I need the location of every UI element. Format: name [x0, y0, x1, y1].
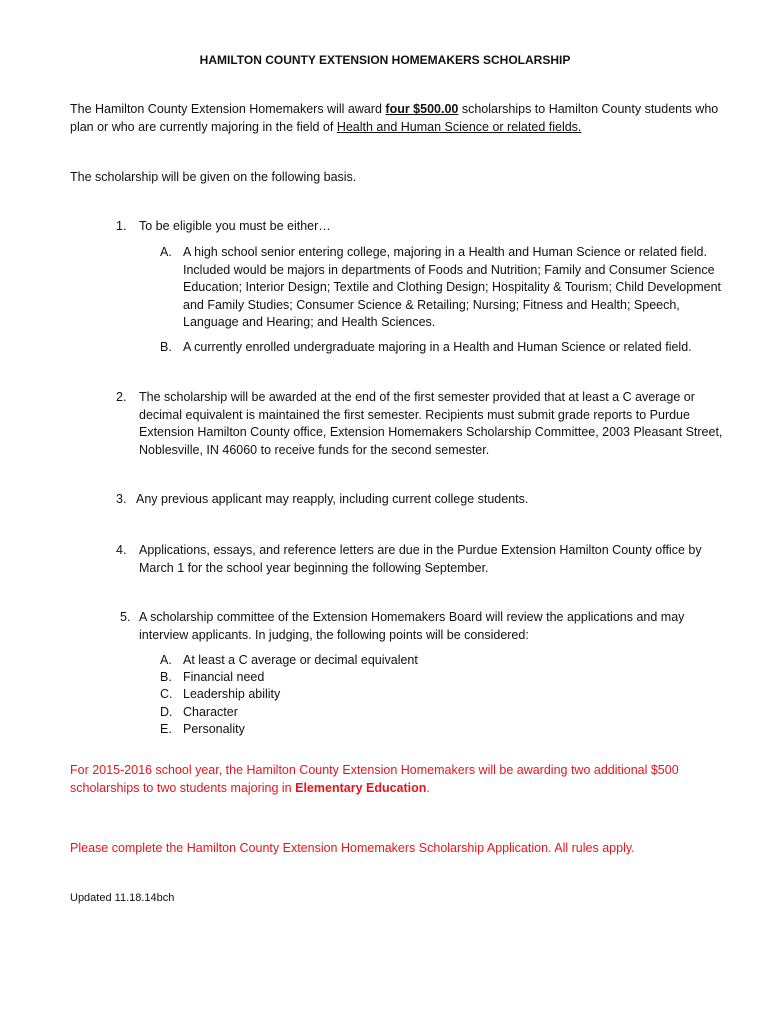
- criteria-label: A.: [160, 653, 172, 667]
- basis-statement: The scholarship will be given on the following basis.: [70, 170, 357, 184]
- sub-item-text: A currently enrolled undergraduate majoring in a Health and Human Science or related field.: [183, 340, 692, 354]
- item-text: The scholarship will be awarded at the end of the first semester provided that at least a C average or decimal equivalent is maintained the first semester. Recipients must submit grade reports to Purdue Extension Hamilton County office, Extension Homemakers Scholarship Committee, 2003 Pleasant Street, Noblesville, IN 46060 to receive funds for the second semester.: [139, 390, 723, 457]
- notice-text-1: For 2015-2016 school year, the Hamilton County Extension Homemakers will be awarding two additional $500 scholarships to two students majoring in: [70, 763, 679, 795]
- criteria-text: At least a C average or decimal equivalent: [183, 653, 418, 667]
- updated-note: Updated 11.18.14bch: [70, 892, 175, 904]
- notice-major: Elementary Education: [295, 780, 427, 795]
- criteria-label: B.: [160, 670, 172, 684]
- sub-item-text: A high school senior entering college, majoring in a Health and Human Science or related field. Included would be majors in departments of Foods and Nutrition; Family and Consumer Science Education; Interior Design; Textile and Clothing Design; Hospitality & Tourism; Child Development and Family Studies; Consumer Science & Retailing; Nursing; Fitness and Health; Speech, Language and Hearing; and Health Sciences.: [183, 245, 722, 329]
- item-number: 4.: [116, 543, 127, 557]
- item-number: 3.: [116, 492, 127, 506]
- intro-text-2: scholarships to Hamilton County students who plan or who are currently majoring in the field of: [70, 102, 719, 134]
- criteria-label: E.: [160, 722, 172, 736]
- item-number: 5.: [120, 610, 131, 624]
- document-title: HAMILTON COUNTY EXTENSION HOMEMAKERS SCHOLARSHIP: [199, 53, 571, 67]
- item-text: A scholarship committee of the Extension Homemakers Board will review the applications and may interview applicants. In judging, the following points will be considered:: [139, 610, 685, 642]
- criteria-text: Character: [183, 705, 238, 719]
- criteria-label: D.: [160, 705, 173, 719]
- notice-text-2: .: [426, 780, 430, 795]
- item-number: 1.: [116, 219, 127, 233]
- application-instruction: Please complete the Hamilton County Extension Homemakers Scholarship Application. All rules apply.: [70, 841, 635, 855]
- item-text: To be eligible you must be either…: [139, 219, 331, 233]
- criteria-text: Financial need: [183, 670, 265, 684]
- item-text: Any previous applicant may reapply, including current college students.: [136, 492, 529, 506]
- intro-paragraph: [70, 101, 720, 136]
- criteria-text: Personality: [183, 722, 245, 736]
- intro-text-1: The Hamilton County Extension Homemakers will award: [70, 102, 386, 116]
- criteria-label: C.: [160, 687, 173, 701]
- item-number: 2.: [116, 390, 127, 404]
- sub-item-label: B.: [160, 340, 172, 354]
- field-of-study: Health and Human Science or related fields.: [336, 119, 582, 134]
- additional-scholarship-notice: [70, 762, 720, 797]
- criteria-text: Leadership ability: [183, 687, 281, 701]
- sub-item-label: A.: [160, 245, 172, 259]
- award-amount: four $500.00: [385, 102, 459, 116]
- item-text: Applications, essays, and reference letters are due in the Purdue Extension Hamilton County office by March 1 for the school year beginning the following September.: [139, 543, 702, 575]
